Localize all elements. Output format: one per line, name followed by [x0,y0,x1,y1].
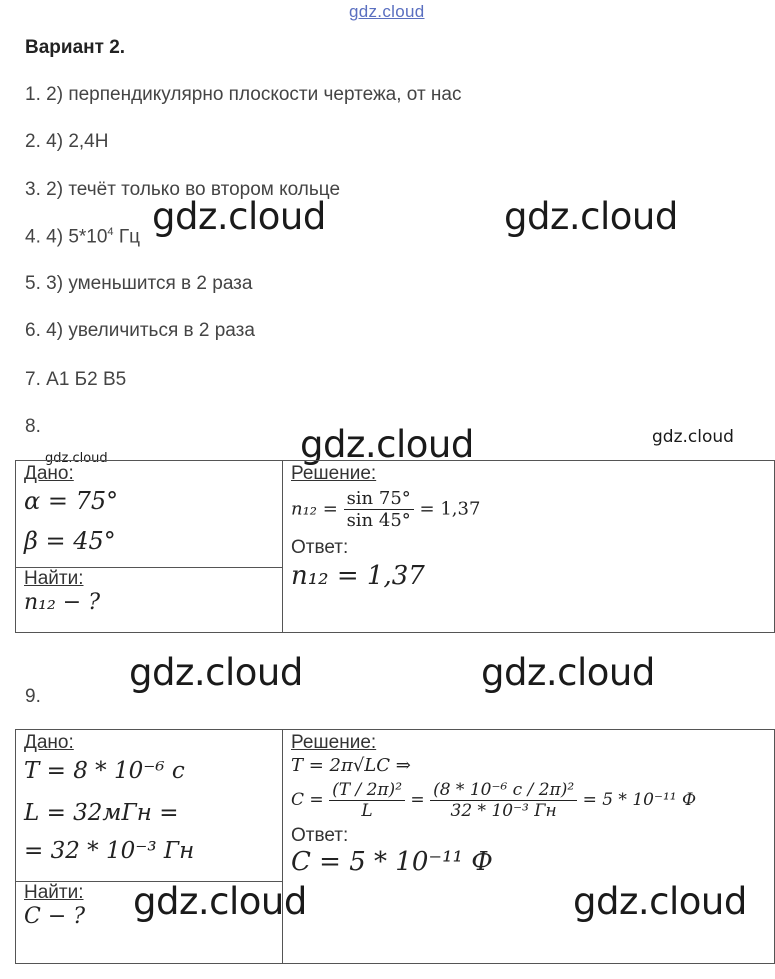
task9-number: 9. [25,686,41,707]
answer-line: 3. 2) течёт только во втором кольце [25,179,341,200]
given-cell [16,730,283,882]
watermark: gdz.cloud [300,423,474,466]
answer-label: Ответ: [291,825,349,846]
task8-table [15,460,775,633]
watermark-link[interactable]: gdz.cloud [349,2,425,21]
answer-line: 6. 4) увеличиться в 2 раза [25,320,255,341]
given-period: T = 8 * 10⁻⁶ c [24,758,185,784]
watermark: gdz.cloud [481,651,655,694]
solution-label: Решение: [291,732,377,753]
given-alpha: α = 75° [24,487,119,515]
solution-cell [283,461,775,633]
given-cell [16,461,283,568]
page-title: Вариант 2. [25,37,126,58]
solution-label: Решение: [291,463,377,484]
answer-line: 2. 4) 2,4Н [25,131,109,152]
answer-value: n₁₂ = 1,37 [291,561,425,591]
find-value: C − ? [24,904,86,929]
given-label: Дано: [24,463,74,484]
find-label: Найти: [24,568,84,589]
answer-line: 7. А1 Б2 В5 [25,369,127,390]
answer-line: 4. 4) $5*10^4$ Гц [25,226,140,248]
solution-cell [283,730,775,964]
answer-value: C = 5 * 10⁻¹¹ Ф [291,847,493,877]
find-label: Найти: [24,882,84,903]
watermark: gdz.cloud [152,195,326,238]
watermark: gdz.cloud [45,451,108,466]
task9-table [15,729,775,964]
solution-formula: n₁₂ = $\frac{\sin 75^\circ}{\sin 45^\circ}$ = 1,37 [291,488,481,531]
answer-line: 1. 2) перпендикулярно плоскости чертежа, от нас [25,84,462,105]
find-value: n₁₂ − ? [24,590,101,615]
capacitance-formula: C = $\frac{\text{(T / 2π)²}}{L}$ = $\frac{\text{(8 * 10⁻⁶ c / 2π)²}}{\text{32 * 10⁻³ Гн}}$ = 5 * 10⁻¹¹ Ф [291,780,697,821]
watermark: gdz.cloud [652,427,734,447]
period-formula: T = 2π√LC ⇒ [291,755,411,776]
watermark: gdz.cloud [133,880,307,923]
watermark: gdz.cloud [504,195,678,238]
given-label: Дано: [24,732,74,753]
watermark: gdz.cloud [573,880,747,923]
answer-line: 5. 3) уменьшится в 2 раза [25,273,253,294]
given-beta: β = 45° [24,527,116,555]
given-inductance-si: = 32 * 10⁻³ Гн [24,838,195,864]
watermark: gdz.cloud [129,651,303,694]
answer-label: Ответ: [291,537,349,558]
answer-line: 8. [25,416,41,437]
given-inductance: L = 32мГн = [24,800,179,826]
find-cell [16,568,283,633]
